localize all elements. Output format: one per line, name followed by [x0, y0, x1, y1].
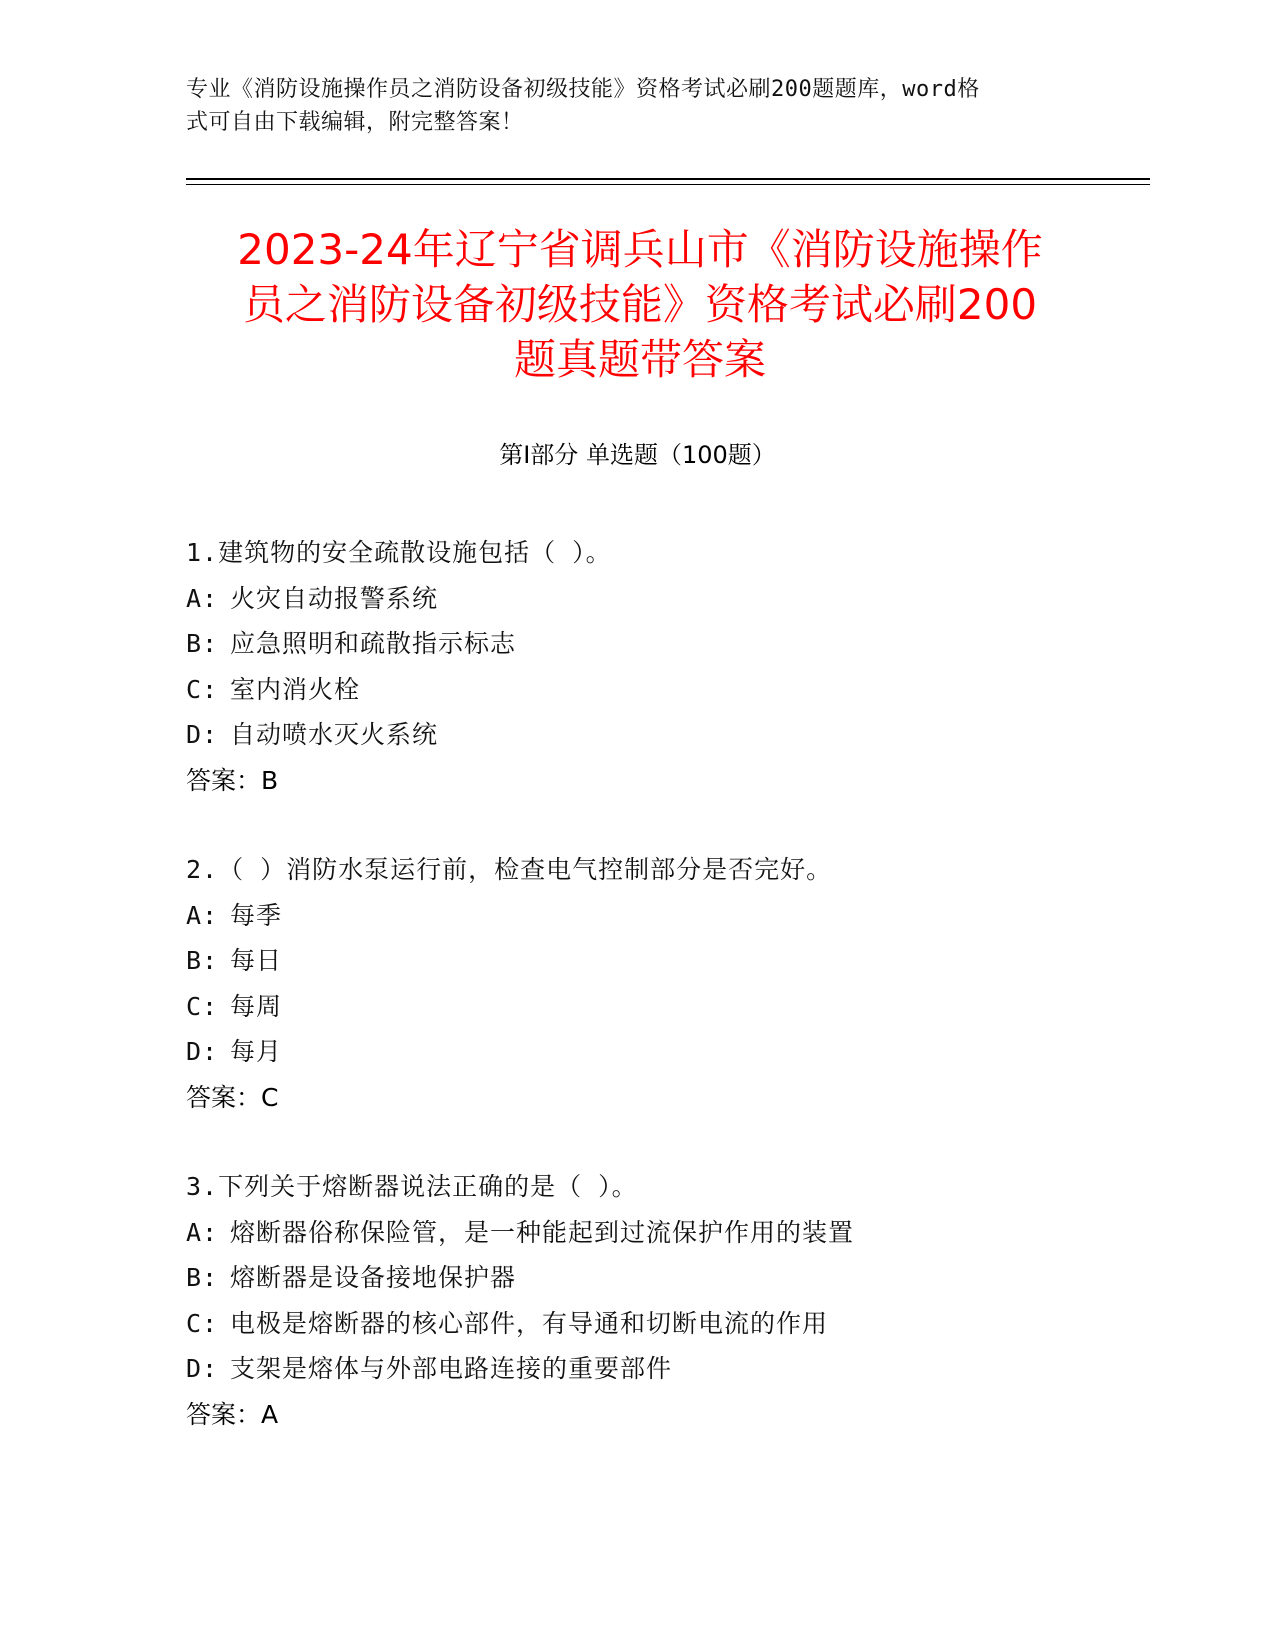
option-text: 室内消火栓 [230, 674, 361, 704]
option-key: D: [186, 720, 219, 749]
header-note [186, 73, 1076, 139]
option-key: B: [186, 946, 219, 975]
document-title [180, 222, 1100, 387]
option-text: 支架是熔体与外部电路连接的重要部件 [230, 1354, 673, 1383]
header-divider-thin [186, 184, 1150, 185]
title-line-3: 题真题带答案 [513, 335, 766, 384]
option-key: C: [186, 674, 219, 704]
option-key: B: [186, 1263, 219, 1292]
option-key: C: [186, 1308, 219, 1338]
option-text: 每周 [230, 991, 283, 1021]
option-c [186, 667, 1136, 713]
title-line-2: 员之消防设备初级技能》资格考试必刷200 [242, 280, 1038, 329]
option-text: 每季 [230, 900, 283, 930]
option-key: A: [186, 900, 219, 930]
question-item [186, 847, 1136, 1120]
option-d [186, 1029, 1136, 1075]
question-stem: 2.（ ）消防水泵运行前，检查电气控制部分是否完好。 [186, 855, 833, 884]
header-note-line-1: 专业《消防设施操作员之消防设备初级技能》资格考试必刷200题题库，word格 [186, 77, 980, 102]
option-text: 火灾自动报警系统 [230, 583, 439, 613]
option-a [186, 1210, 1136, 1256]
option-key: D: [186, 1037, 219, 1066]
option-b [186, 938, 1136, 984]
answer-text: 答案：A [186, 1399, 279, 1429]
option-key: A: [186, 1217, 219, 1247]
option-d [186, 1346, 1136, 1392]
option-a [186, 893, 1136, 939]
option-text: 应急照明和疏散指示标志 [230, 629, 517, 658]
option-a [186, 576, 1136, 622]
answer-text: 答案：C [186, 1082, 279, 1112]
option-text: 熔断器俗称保险管，是一种能起到过流保护作用的装置 [230, 1217, 855, 1247]
option-c [186, 984, 1136, 1030]
section-heading: 第Ⅰ部分 单选题（100题） [499, 441, 776, 469]
option-key: A: [186, 583, 219, 613]
option-c [186, 1301, 1136, 1347]
answer-text: 答案：B [186, 765, 279, 795]
question-list [186, 530, 1136, 1481]
option-b [186, 1255, 1136, 1301]
option-key: B: [186, 629, 219, 658]
option-text: 熔断器是设备接地保护器 [230, 1263, 517, 1292]
option-key: D: [186, 1354, 219, 1383]
question-stem: 1.建筑物的安全疏散设施包括（ ）。 [186, 538, 612, 567]
option-text: 自动喷水灭火系统 [230, 720, 439, 749]
question-item [186, 530, 1136, 803]
option-b [186, 621, 1136, 667]
title-line-1: 2023-24年辽宁省调兵山市《消防设施操作 [237, 225, 1043, 274]
option-text: 每月 [230, 1037, 283, 1066]
option-text: 电极是熔断器的核心部件，有导通和切断电流的作用 [230, 1308, 829, 1338]
option-text: 每日 [230, 946, 283, 975]
option-d [186, 712, 1136, 758]
question-stem: 3.下列关于熔断器说法正确的是（ ）。 [186, 1172, 638, 1201]
question-item [186, 1164, 1136, 1437]
option-key: C: [186, 991, 219, 1021]
header-note-line-2: 式可自由下载编辑，附完整答案！ [186, 110, 524, 135]
header-divider-thick [186, 178, 1150, 180]
